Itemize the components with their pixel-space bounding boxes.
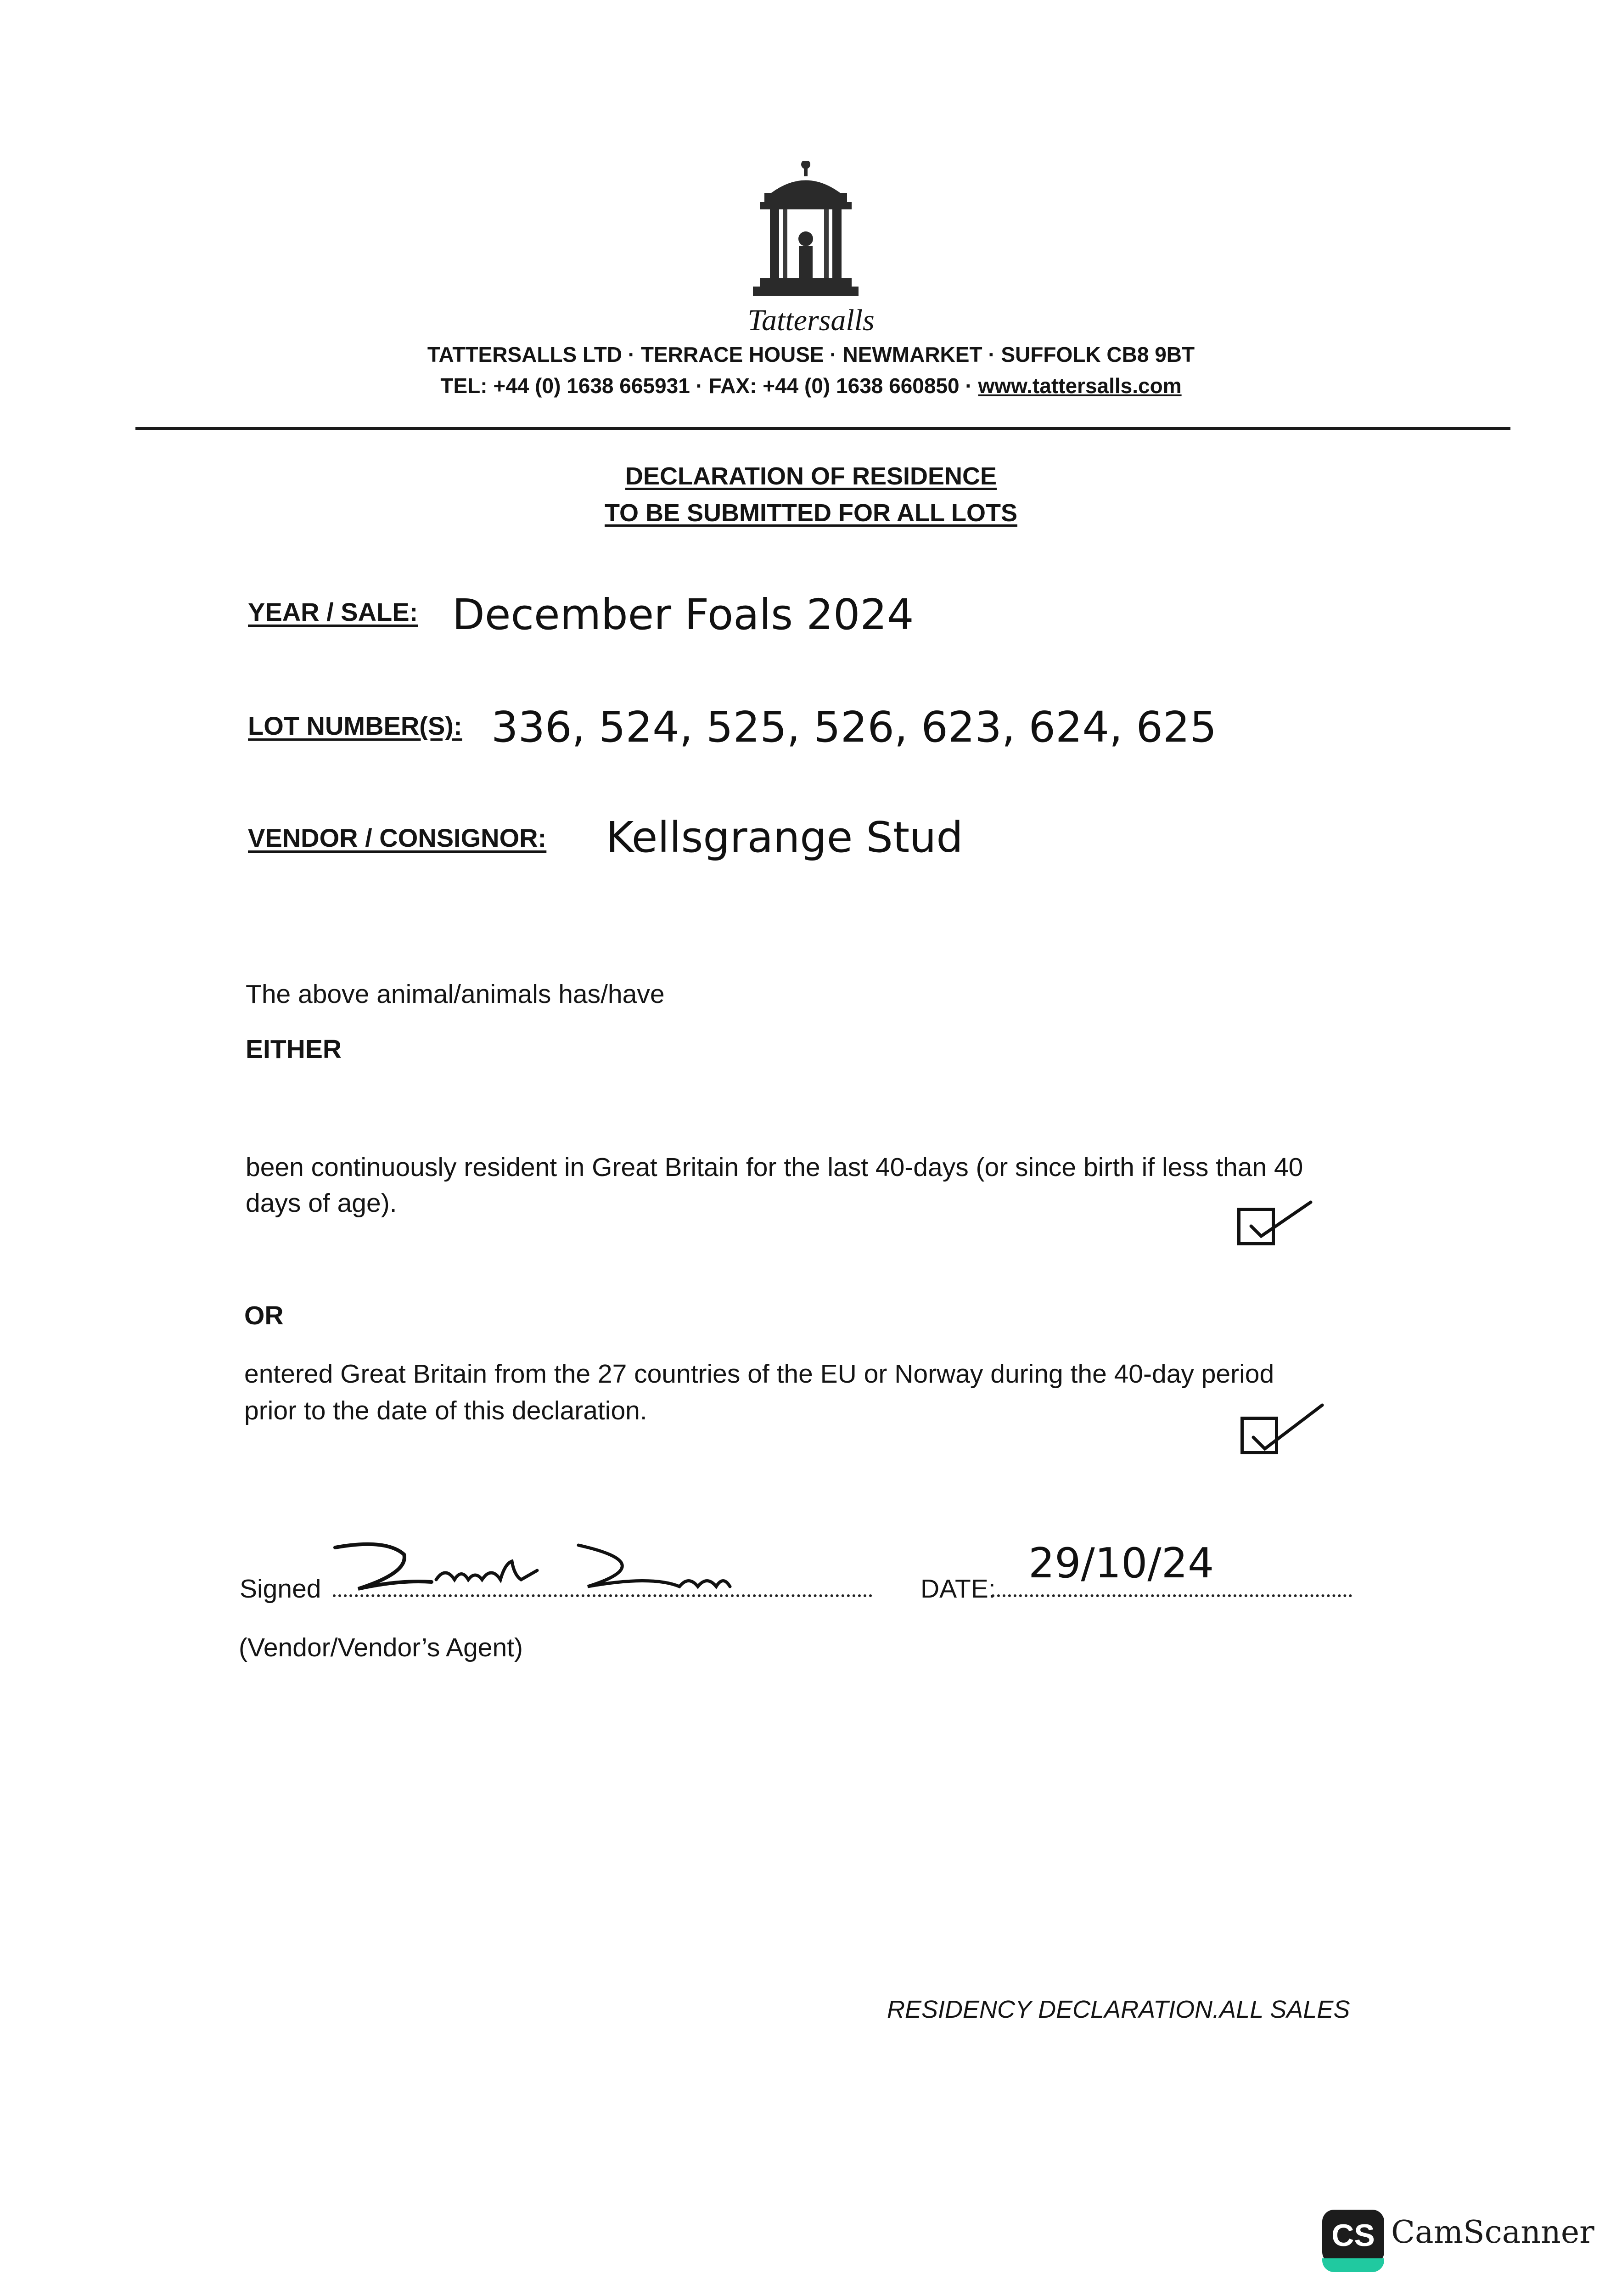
camscanner-logo-bar	[1322, 2258, 1384, 2272]
date-value[interactable]: 29/10/24	[1028, 1539, 1214, 1587]
brand-name: Tattersalls	[747, 304, 875, 337]
form-name-footer: RESIDENCY DECLARATION.ALL SALES	[887, 1996, 1350, 2023]
vendor-consignor-label: VENDOR / CONSIGNOR:	[248, 823, 547, 852]
option1-text-line1: been continuously resident in Great Britain for the last 40-days (or since birth if less than 40	[246, 1153, 1303, 1182]
either-heading: EITHER	[246, 1035, 342, 1064]
option2-text-line1: entered Great Britain from the 27 countries of the EU or Norway during the 40-day period	[244, 1359, 1274, 1389]
document-subtitle: TO BE SUBMITTED FOR ALL LOTS	[605, 499, 1017, 527]
statement-intro: The above animal/animals has/have	[246, 979, 665, 1009]
option1-check-icon	[1242, 1194, 1315, 1244]
lot-numbers-label: LOT NUMBER(S):	[248, 711, 462, 740]
vendor-consignor-value[interactable]: Kellsgrange Stud	[606, 813, 963, 862]
date-label: DATE:	[920, 1574, 996, 1604]
option2-text-line2: prior to the date of this declaration.	[244, 1396, 647, 1425]
tattersalls-rotunda-logo	[728, 161, 884, 303]
lot-numbers-value[interactable]: 336, 524, 525, 526, 623, 624, 625	[491, 703, 1217, 752]
option1-text-line2: days of age).	[246, 1188, 397, 1218]
handwritten-signature[interactable]	[331, 1536, 744, 1598]
year-sale-value[interactable]: December Foals 2024	[452, 590, 914, 639]
company-contact	[0, 373, 1622, 398]
company-address: TATTERSALLS LTD · TERRACE HOUSE · NEWMARKET · SUFFOLK CB8 9BT	[427, 343, 1195, 366]
phone-fax: TEL: +44 (0) 1638 665931 · FAX: +44 (0) 1638 660850 ·	[440, 374, 978, 398]
camscanner-logo-icon: CS	[1322, 2210, 1384, 2264]
option2-check-icon	[1244, 1401, 1327, 1456]
website-link[interactable]: www.tattersalls.com	[978, 374, 1182, 398]
document-title: DECLARATION OF RESIDENCE	[625, 462, 997, 490]
signer-role-label: (Vendor/Vendor’s Agent)	[239, 1633, 523, 1662]
camscanner-wordmark: CamScanner	[1391, 2214, 1594, 2251]
date-line	[992, 1594, 1352, 1597]
signed-label: Signed	[240, 1574, 321, 1604]
or-heading: OR	[244, 1301, 284, 1330]
year-sale-label: YEAR / SALE:	[248, 597, 418, 626]
header-divider	[135, 427, 1510, 430]
